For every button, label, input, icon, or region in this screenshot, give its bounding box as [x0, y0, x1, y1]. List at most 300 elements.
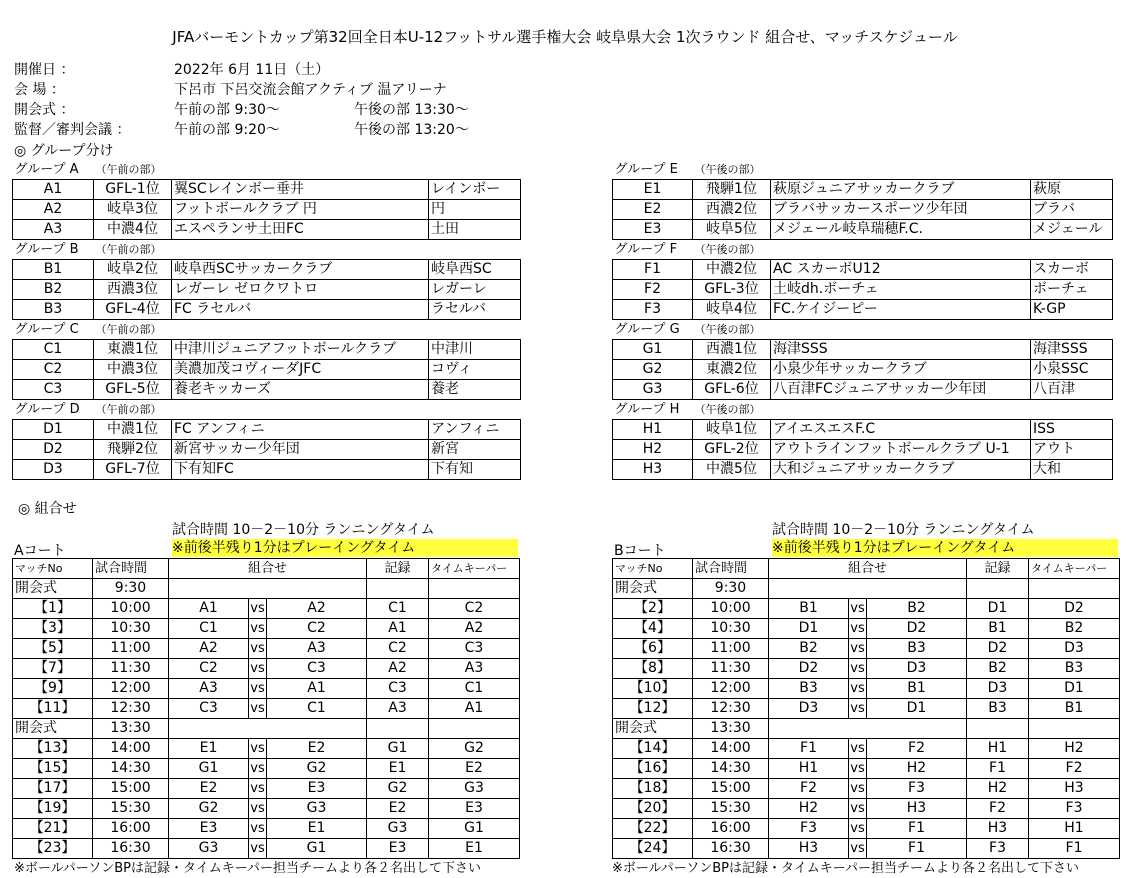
- match-no: 【12】: [613, 699, 693, 719]
- team-short: 中津川: [429, 340, 521, 360]
- info-value: 午前の部 9:30～: [174, 102, 280, 118]
- match-time: 15:00: [93, 779, 169, 799]
- match-time: 16:30: [693, 839, 769, 859]
- vs-label: vs: [249, 639, 267, 659]
- timekeeper-team: A2: [429, 619, 520, 639]
- slot-id: F1: [613, 260, 693, 280]
- team-2: A1: [267, 679, 367, 699]
- opening-blank: [367, 579, 429, 599]
- match-time: 16:00: [693, 819, 769, 839]
- timekeeper-team: F3: [1029, 799, 1120, 819]
- slot-id: D1: [13, 420, 94, 440]
- team-2: B3: [867, 639, 967, 659]
- record-team: C1: [367, 599, 429, 619]
- match-no: 【1】: [13, 599, 93, 619]
- team-2: F1: [867, 839, 967, 859]
- slot-id: E2: [613, 200, 693, 220]
- match-no: 【24】: [613, 839, 693, 859]
- header-timekeeper: タイムキーパー: [429, 559, 520, 579]
- group-row: [613, 220, 1113, 240]
- record-team: C2: [367, 639, 429, 659]
- vs-label: vs: [249, 739, 267, 759]
- team-1: G3: [169, 839, 249, 859]
- qualifying-rank: GFL-4位: [94, 300, 172, 320]
- match-row: [613, 659, 1120, 679]
- match-no: 【13】: [13, 739, 93, 759]
- match-no: 【20】: [613, 799, 693, 819]
- opening-blank: [429, 719, 520, 739]
- match-time-a: 試合時間 10－2－10分 ランニングタイム: [172, 522, 435, 538]
- match-no: 【9】: [13, 679, 93, 699]
- timekeeper-team: E2: [429, 759, 520, 779]
- header-match-no: マッチNo: [13, 559, 93, 579]
- match-time: 11:30: [93, 659, 169, 679]
- team-name: 岐阜西SCサッカークラブ: [172, 260, 429, 280]
- qualifying-rank: 中濃2位: [693, 260, 771, 280]
- match-row: [613, 639, 1120, 659]
- match-row: [13, 799, 520, 819]
- group-session: （午後の部）: [694, 403, 761, 416]
- team-name: メジェール岐阜瑞穂F.C.: [771, 220, 1031, 240]
- team-name: 養老キッカーズ: [172, 380, 429, 400]
- timekeeper-team: A1: [429, 699, 520, 719]
- groups-heading: ◎ グループ分け: [14, 143, 114, 159]
- vs-label: vs: [249, 799, 267, 819]
- match-no: 【22】: [613, 819, 693, 839]
- opening-blank: [769, 719, 967, 739]
- team-name: 萩原ジュニアサッカークラブ: [771, 180, 1031, 200]
- record-team: D2: [967, 639, 1029, 659]
- vs-label: vs: [849, 679, 867, 699]
- group-header: [13, 240, 521, 260]
- timekeeper-team: G2: [429, 739, 520, 759]
- match-row: [13, 699, 520, 719]
- slot-id: D3: [13, 460, 94, 480]
- group-session: （午前の部）: [95, 243, 162, 256]
- qualifying-rank: 飛騨2位: [94, 440, 172, 460]
- team-name: アウトラインフットボールクラブ U-1: [771, 440, 1031, 460]
- opening-blank: [967, 579, 1029, 599]
- team-name: 八百津FCジュニアサッカー少年団: [771, 380, 1031, 400]
- group-row: [13, 460, 521, 480]
- team-1: B1: [769, 599, 849, 619]
- spacer: [429, 160, 521, 180]
- match-row: [613, 819, 1120, 839]
- group-name: グループ D: [14, 402, 80, 417]
- qualifying-rank: 中濃1位: [94, 420, 172, 440]
- team-2: B2: [867, 599, 967, 619]
- group-row: [613, 280, 1113, 300]
- team-name: 大和ジュニアサッカークラブ: [771, 460, 1031, 480]
- team-2: G3: [267, 799, 367, 819]
- team-name: FC アンフィニ: [172, 420, 429, 440]
- timekeeper-team: G1: [429, 819, 520, 839]
- team-short: 大和: [1031, 460, 1113, 480]
- vs-label: vs: [849, 799, 867, 819]
- slot-id: C3: [13, 380, 94, 400]
- match-time: 10:30: [93, 619, 169, 639]
- team-1: H2: [769, 799, 849, 819]
- slot-id: B3: [13, 300, 94, 320]
- slot-id: E3: [613, 220, 693, 240]
- slot-id: B2: [13, 280, 94, 300]
- header-record: 記録: [967, 559, 1029, 579]
- group-session: （午前の部）: [95, 403, 162, 416]
- team-name: フットボールクラブ 円: [172, 200, 429, 220]
- opening-blank: [169, 719, 367, 739]
- team-2: H3: [867, 799, 967, 819]
- team-short: 小泉SSC: [1031, 360, 1113, 380]
- match-no: 【10】: [613, 679, 693, 699]
- court-b-schedule: [612, 558, 1120, 859]
- group-row: [613, 260, 1113, 280]
- match-time: 11:00: [693, 639, 769, 659]
- timekeeper-team: B3: [1029, 659, 1120, 679]
- team-1: C1: [169, 619, 249, 639]
- header-time: 試合時間: [693, 559, 769, 579]
- team-2: A2: [267, 599, 367, 619]
- timekeeper-team: F2: [1029, 759, 1120, 779]
- match-time: 14:30: [693, 759, 769, 779]
- slot-id: A2: [13, 200, 94, 220]
- match-time: 12:00: [93, 679, 169, 699]
- match-row: [13, 779, 520, 799]
- team-name: 中津川ジュニアフットボールクラブ: [172, 340, 429, 360]
- match-no: 【16】: [613, 759, 693, 779]
- opening-label: 開会式: [13, 719, 93, 739]
- playing-time-note-a: ※前後半残り1分はプレーイングタイム: [172, 539, 518, 557]
- team-short: ボーチェ: [1031, 280, 1113, 300]
- record-team: D1: [967, 599, 1029, 619]
- qualifying-rank: GFL-1位: [94, 180, 172, 200]
- record-team: H2: [967, 779, 1029, 799]
- team-1: G1: [169, 759, 249, 779]
- group-row: [13, 340, 521, 360]
- info-value: 2022年 6月 11日（土）: [174, 62, 330, 78]
- opening-time: 9:30: [93, 579, 169, 599]
- group-row: [613, 300, 1113, 320]
- team-name: レガーレ ゼロクワトロ: [172, 280, 429, 300]
- match-time: 11:00: [93, 639, 169, 659]
- match-time: 10:00: [93, 599, 169, 619]
- team-short: レインボー: [429, 180, 521, 200]
- team-short: ラセルバ: [429, 300, 521, 320]
- slot-id: G3: [613, 380, 693, 400]
- schedule-header: [613, 559, 1120, 579]
- slot-id: F3: [613, 300, 693, 320]
- info-value: 下呂市 下呂交流会館アクティブ 温アリーナ: [174, 82, 447, 98]
- vs-label: vs: [249, 659, 267, 679]
- timekeeper-team: C3: [429, 639, 520, 659]
- team-2: G2: [267, 759, 367, 779]
- vs-label: vs: [249, 679, 267, 699]
- match-no: 【6】: [613, 639, 693, 659]
- vs-label: vs: [849, 699, 867, 719]
- record-team: F2: [967, 799, 1029, 819]
- match-time: 12:00: [693, 679, 769, 699]
- timekeeper-team: E1: [429, 839, 520, 859]
- group-session: （午後の部）: [694, 323, 761, 336]
- team-name: 海津SSS: [771, 340, 1031, 360]
- team-1: G2: [169, 799, 249, 819]
- slot-id: H3: [613, 460, 693, 480]
- team-1: F2: [769, 779, 849, 799]
- team-short: 下有知: [429, 460, 521, 480]
- header-combo: 組合せ: [769, 559, 967, 579]
- opening-row: [13, 719, 520, 739]
- page-title: JFAバーモントカップ第32回全日本U-12フットサル選手権大会 岐阜県大会 1次ラウンド 組合せ、マッチスケジュール: [172, 28, 958, 46]
- team-2: E3: [267, 779, 367, 799]
- team-1: A1: [169, 599, 249, 619]
- record-team: G1: [367, 739, 429, 759]
- court-b-label: Bコート: [614, 543, 666, 559]
- group-row: [613, 380, 1113, 400]
- team-2: C3: [267, 659, 367, 679]
- team-2: D2: [867, 619, 967, 639]
- vs-label: vs: [849, 779, 867, 799]
- match-row: [13, 599, 520, 619]
- group-name: グループ F: [614, 242, 678, 257]
- group-name: グループ G: [614, 322, 680, 337]
- group-row: [613, 340, 1113, 360]
- spacer: [1031, 320, 1113, 340]
- vs-label: vs: [249, 699, 267, 719]
- spacer: [429, 240, 521, 260]
- team-short: メジェール: [1031, 220, 1113, 240]
- team-1: F3: [769, 819, 849, 839]
- spacer: [771, 160, 1031, 180]
- team-1: D1: [769, 619, 849, 639]
- spacer: [771, 400, 1031, 420]
- qualifying-rank: 西濃3位: [94, 280, 172, 300]
- slot-id: E1: [613, 180, 693, 200]
- qualifying-rank: 中濃4位: [94, 220, 172, 240]
- match-row: [613, 619, 1120, 639]
- vs-label: vs: [849, 819, 867, 839]
- team-1: A2: [169, 639, 249, 659]
- match-no: 【23】: [13, 839, 93, 859]
- qualifying-rank: 西濃1位: [693, 340, 771, 360]
- record-team: F1: [967, 759, 1029, 779]
- vs-label: vs: [849, 739, 867, 759]
- group-row: [13, 300, 521, 320]
- group-name: グループ E: [614, 162, 678, 177]
- info-label: 開催日 ：: [14, 62, 75, 78]
- group-row: [13, 420, 521, 440]
- right-groups-table: [612, 160, 1113, 480]
- group-row: [13, 220, 521, 240]
- team-2: D1: [867, 699, 967, 719]
- team-1: H3: [769, 839, 849, 859]
- group-header: [13, 320, 521, 340]
- team-short: アウト: [1031, 440, 1113, 460]
- match-time: 15:30: [93, 799, 169, 819]
- group-session: （午前の部）: [95, 163, 162, 176]
- timekeeper-team: D2: [1029, 599, 1120, 619]
- group-session: （午前の部）: [95, 323, 162, 336]
- team-short: 土田: [429, 220, 521, 240]
- left-groups-table: [12, 160, 521, 480]
- match-no: 【11】: [13, 699, 93, 719]
- group-session: （午後の部）: [694, 163, 761, 176]
- opening-label: 開会式: [13, 579, 93, 599]
- team-2: D3: [867, 659, 967, 679]
- timekeeper-team: A3: [429, 659, 520, 679]
- group-row: [613, 460, 1113, 480]
- match-time: 14:00: [93, 739, 169, 759]
- record-team: G2: [367, 779, 429, 799]
- opening-row: [613, 579, 1120, 599]
- opening-blank: [169, 579, 367, 599]
- record-team: D3: [967, 679, 1029, 699]
- match-row: [13, 619, 520, 639]
- group-row: [13, 280, 521, 300]
- qualifying-rank: GFL-3位: [693, 280, 771, 300]
- court-a-label: Aコート: [14, 543, 66, 559]
- qualifying-rank: GFL-5位: [94, 380, 172, 400]
- team-2: F3: [867, 779, 967, 799]
- match-time: 15:00: [693, 779, 769, 799]
- record-team: E3: [367, 839, 429, 859]
- match-row: [13, 759, 520, 779]
- qualifying-rank: 岐阜4位: [693, 300, 771, 320]
- match-no: 【8】: [613, 659, 693, 679]
- team-1: C3: [169, 699, 249, 719]
- group-row: [13, 200, 521, 220]
- spacer: [1031, 240, 1113, 260]
- record-team: E2: [367, 799, 429, 819]
- group-row: [613, 360, 1113, 380]
- match-time: 10:00: [693, 599, 769, 619]
- group-row: [613, 440, 1113, 460]
- match-row: [613, 839, 1120, 859]
- timekeeper-team: H3: [1029, 779, 1120, 799]
- record-team: A2: [367, 659, 429, 679]
- info-label: 監督／審判会議 ：: [14, 122, 131, 138]
- match-no: 【18】: [613, 779, 693, 799]
- record-team: E1: [367, 759, 429, 779]
- header-record: 記録: [367, 559, 429, 579]
- slot-id: A3: [13, 220, 94, 240]
- record-team: C3: [367, 679, 429, 699]
- opening-time: 13:30: [93, 719, 169, 739]
- group-header: [613, 400, 1113, 420]
- team-name: 新宮サッカー少年団: [172, 440, 429, 460]
- team-name: FC ラセルバ: [172, 300, 429, 320]
- team-1: C2: [169, 659, 249, 679]
- match-no: 【14】: [613, 739, 693, 759]
- match-no: 【3】: [13, 619, 93, 639]
- team-2: G1: [267, 839, 367, 859]
- group-row: [613, 200, 1113, 220]
- qualifying-rank: 岐阜2位: [94, 260, 172, 280]
- vs-label: vs: [249, 619, 267, 639]
- team-1: B3: [769, 679, 849, 699]
- group-name: グループ A: [14, 162, 79, 177]
- qualifying-rank: 東濃2位: [693, 360, 771, 380]
- qualifying-rank: GFL-2位: [693, 440, 771, 460]
- vs-label: vs: [249, 779, 267, 799]
- slot-id: C1: [13, 340, 94, 360]
- vs-label: vs: [249, 759, 267, 779]
- opening-blank: [429, 579, 520, 599]
- slot-id: G2: [613, 360, 693, 380]
- vs-label: vs: [249, 599, 267, 619]
- team-short: アンフィニ: [429, 420, 521, 440]
- match-time: 12:30: [693, 699, 769, 719]
- team-name: ブラバサッカースポーツ少年団: [771, 200, 1031, 220]
- group-name: グループ C: [14, 322, 79, 337]
- team-name: エスペランサ土田FC: [172, 220, 429, 240]
- team-1: H1: [769, 759, 849, 779]
- match-time: 12:30: [93, 699, 169, 719]
- timekeeper-team: E3: [429, 799, 520, 819]
- match-time: 14:30: [93, 759, 169, 779]
- match-row: [613, 739, 1120, 759]
- team-short: 海津SSS: [1031, 340, 1113, 360]
- opening-blank: [967, 719, 1029, 739]
- spacer: [172, 400, 429, 420]
- team-short: スカーボ: [1031, 260, 1113, 280]
- match-time: 16:00: [93, 819, 169, 839]
- opening-blank: [1029, 579, 1120, 599]
- match-row: [613, 679, 1120, 699]
- group-session: （午後の部）: [694, 243, 761, 256]
- team-short: 新宮: [429, 440, 521, 460]
- match-time-b: 試合時間 10－2－10分 ランニングタイム: [772, 522, 1035, 538]
- vs-label: vs: [849, 839, 867, 859]
- team-2: C2: [267, 619, 367, 639]
- qualifying-rank: 岐阜1位: [693, 420, 771, 440]
- team-2: E2: [267, 739, 367, 759]
- match-time: 11:30: [693, 659, 769, 679]
- group-header: [613, 240, 1113, 260]
- record-team: B2: [967, 659, 1029, 679]
- qualifying-rank: 中濃3位: [94, 360, 172, 380]
- group-header: [613, 160, 1113, 180]
- match-row: [613, 699, 1120, 719]
- team-1: E1: [169, 739, 249, 759]
- vs-label: vs: [849, 639, 867, 659]
- header-combo: 組合せ: [169, 559, 367, 579]
- record-team: G3: [367, 819, 429, 839]
- court-a-schedule: [12, 558, 520, 859]
- match-row: [613, 599, 1120, 619]
- slot-id: C2: [13, 360, 94, 380]
- info-value-2: 午後の部 13:20～: [354, 122, 469, 138]
- record-team: H1: [967, 739, 1029, 759]
- header-time: 試合時間: [93, 559, 169, 579]
- kumiawase-heading: ◎ 組合せ: [18, 501, 77, 517]
- match-row: [13, 739, 520, 759]
- team-name: 土岐dh.ボーチェ: [771, 280, 1031, 300]
- match-row: [613, 759, 1120, 779]
- team-name: 美濃加茂コヴィーダJFC: [172, 360, 429, 380]
- spacer: [771, 320, 1031, 340]
- qualifying-rank: 岐阜3位: [94, 200, 172, 220]
- qualifying-rank: 飛騨1位: [693, 180, 771, 200]
- vs-label: vs: [849, 759, 867, 779]
- timekeeper-team: C1: [429, 679, 520, 699]
- team-2: F1: [867, 819, 967, 839]
- group-row: [13, 180, 521, 200]
- team-1: B2: [769, 639, 849, 659]
- info-label: 会 場 ：: [14, 82, 65, 98]
- team-name: 下有知FC: [172, 460, 429, 480]
- header-match-no: マッチNo: [613, 559, 693, 579]
- team-2: E1: [267, 819, 367, 839]
- team-short: 円: [429, 200, 521, 220]
